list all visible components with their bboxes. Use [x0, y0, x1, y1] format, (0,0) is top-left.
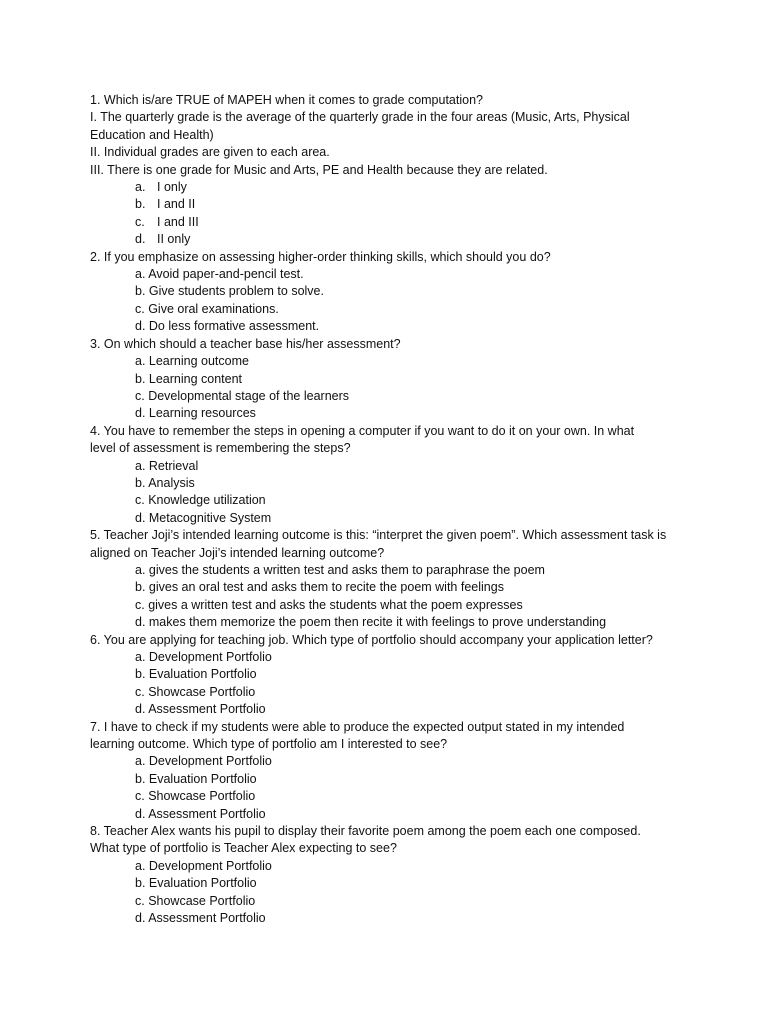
question-1-statement-3: III. There is one grade for Music and Arts, PE and Health because they are related.: [90, 162, 548, 177]
option-c: c. Knowledge utilization: [135, 493, 266, 508]
question-4-stem-cont: level of assessment is remembering the steps?: [90, 441, 351, 456]
option-d: d. Assessment Portfolio: [135, 806, 266, 821]
option-c: c. Showcase Portfolio: [135, 789, 256, 804]
option-a: a. Development Portfolio: [135, 858, 272, 873]
question-8-stem: 8. Teacher Alex wants his pupil to display their favorite poem among the poem each one composed.: [90, 824, 641, 839]
option-b: b. Evaluation Portfolio: [135, 771, 257, 786]
option-c: c. Showcase Portfolio: [135, 684, 256, 699]
option-c: c. Developmental stage of the learners: [135, 388, 350, 403]
option-d: d. Do less formative assessment.: [135, 319, 320, 334]
question-4: [90, 423, 670, 527]
option-b: b. gives an oral test and asks them to recite the poem with feelings: [135, 580, 504, 595]
question-1-stem: 1. Which is/are TRUE of MAPEH when it comes to grade computation?: [90, 93, 483, 107]
option-d: d. Learning resources: [135, 406, 256, 421]
option-c: c. Give oral examinations.: [135, 301, 279, 316]
option-a: a. Development Portfolio: [135, 650, 272, 664]
question-8: [90, 823, 670, 927]
question-2-stem: 2. If you emphasize on assessing higher-order thinking skills, which should you do?: [90, 249, 551, 264]
question-1-statement-1-cont: Education and Health): [90, 127, 214, 142]
option-b: b. Evaluation Portfolio: [135, 667, 257, 682]
option-c: c. Showcase Portfolio: [135, 893, 256, 908]
question-6: [90, 632, 670, 719]
option-b: b. I and II: [135, 197, 196, 212]
option-a: a. Avoid paper-and-pencil test.: [135, 267, 304, 282]
question-1-options: [90, 179, 670, 249]
option-a: a. Learning outcome: [135, 354, 249, 369]
option-a: a. I only: [135, 180, 187, 195]
option-d: d. Metacognitive System: [135, 510, 272, 525]
question-4-stem: 4. You have to remember the steps in opening a computer if you want to do it on your own. In what: [90, 423, 635, 438]
option-c: c. I and III: [135, 214, 199, 229]
question-list: [90, 92, 670, 928]
question-2: [90, 249, 670, 336]
option-b: b. Learning content: [135, 371, 243, 386]
option-a: a. gives the students a written test and asks them to paraphrase the poem: [135, 562, 545, 577]
question-1-statement-2: II. Individual grades are given to each area.: [90, 145, 330, 160]
question-6-stem: 6. You are applying for teaching job. Which type of portfolio should accompany your application letter?: [90, 632, 653, 647]
option-a: a. Retrieval: [135, 458, 199, 473]
question-3: [90, 336, 670, 423]
option-b: b. Analysis: [135, 475, 195, 490]
question-5: [90, 527, 670, 631]
option-d: d. II only: [135, 232, 191, 247]
question-1-statement-1: I. The quarterly grade is the average of the quarterly grade in the four areas (Music, Arts, Physical: [90, 110, 630, 125]
question-7-stem-cont: learning outcome. Which type of portfolio am I interested to see?: [90, 737, 448, 752]
question-5-stem-cont: aligned on Teacher Joji’s intended learning outcome?: [90, 545, 385, 560]
option-d: d. Assessment Portfolio: [135, 702, 266, 717]
option-d: d. makes them memorize the poem then recite it with feelings to prove understanding: [135, 615, 607, 630]
option-d: d. Assessment Portfolio: [135, 911, 266, 926]
option-a: a. Development Portfolio: [135, 754, 272, 769]
question-5-stem: 5. Teacher Joji’s intended learning outcome is this: “interpret the given poem”. Which assessment task is: [90, 528, 667, 543]
question-7-stem: 7. I have to check if my students were able to produce the expected output stated in my intended: [90, 719, 625, 734]
question-8-stem-cont: What type of portfolio is Teacher Alex expecting to see?: [90, 841, 397, 856]
option-b: b. Give students problem to solve.: [135, 284, 324, 299]
question-3-stem: 3. On which should a teacher base his/her assessment?: [90, 336, 401, 351]
question-7: [90, 719, 670, 823]
option-b: b. Evaluation Portfolio: [135, 876, 257, 891]
question-1: [90, 92, 670, 249]
option-c: c. gives a written test and asks the students what the poem expresses: [135, 597, 523, 612]
